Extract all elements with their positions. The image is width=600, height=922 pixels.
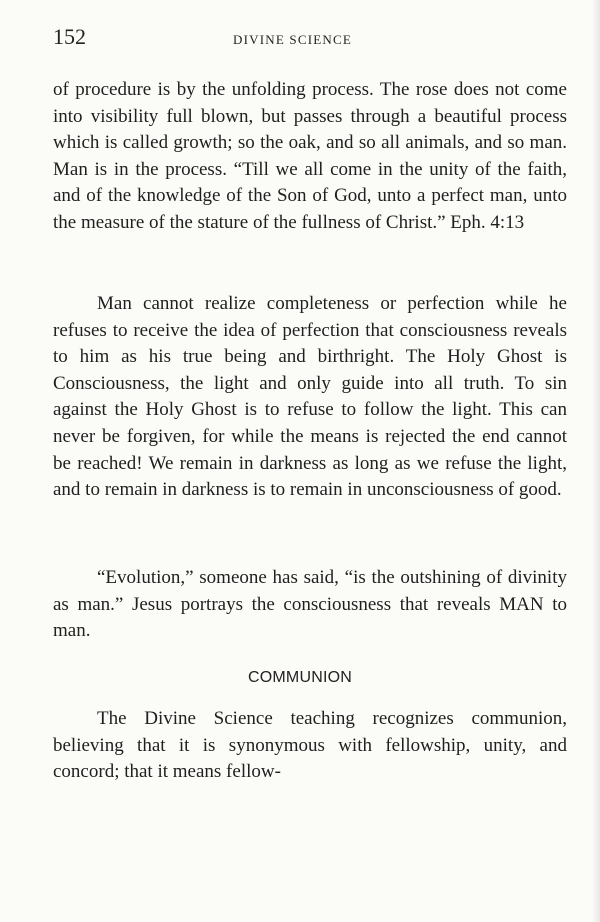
page-edge-shadow xyxy=(592,0,600,922)
running-head xyxy=(53,22,573,52)
body-paragraph-3: “Evolution,” someone has said, “is the outshining of divinity as man.” Jesus portrays the consciousness that reveals MAN to man. xyxy=(53,567,567,642)
running-title: DIVINE SCIENCE xyxy=(233,32,352,47)
body-paragraph-4: The Divine Science teaching recognizes communion, believing that it is synonymous with fellowship, unity, and concord; that it means fellow- xyxy=(53,708,567,783)
section-heading: COMMUNION xyxy=(247,669,352,686)
body-paragraph-1: of procedure is by the unfolding process. The rose does not come into visibility full blown, but passes through a beautiful process which is called growth; so the oak, and so all animals, and so man. Man is in the process. “Till we all come in the unity of the faith, and of the knowledge of the Son of God, unto a perfect man, unto the measure of the stature of the fullness of Christ.” Eph. 4:13 xyxy=(53,79,567,233)
page-number: 152 xyxy=(53,24,86,49)
body-paragraph-2: Man cannot realize completeness or perfection while he refuses to receive the idea of perfection that consciousness reveals to him as his true being and birthright. The Holy Ghost is Consciousness, the light and only guide into all truth. To sin against the Holy Ghost is to refuse to follow the light. This can never be forgiven, for while the means is rejected the end cannot be reached! We remain in darkness as long as we refuse the light, and to remain in darkness is to remain in unconsciousness of good. xyxy=(53,293,567,501)
